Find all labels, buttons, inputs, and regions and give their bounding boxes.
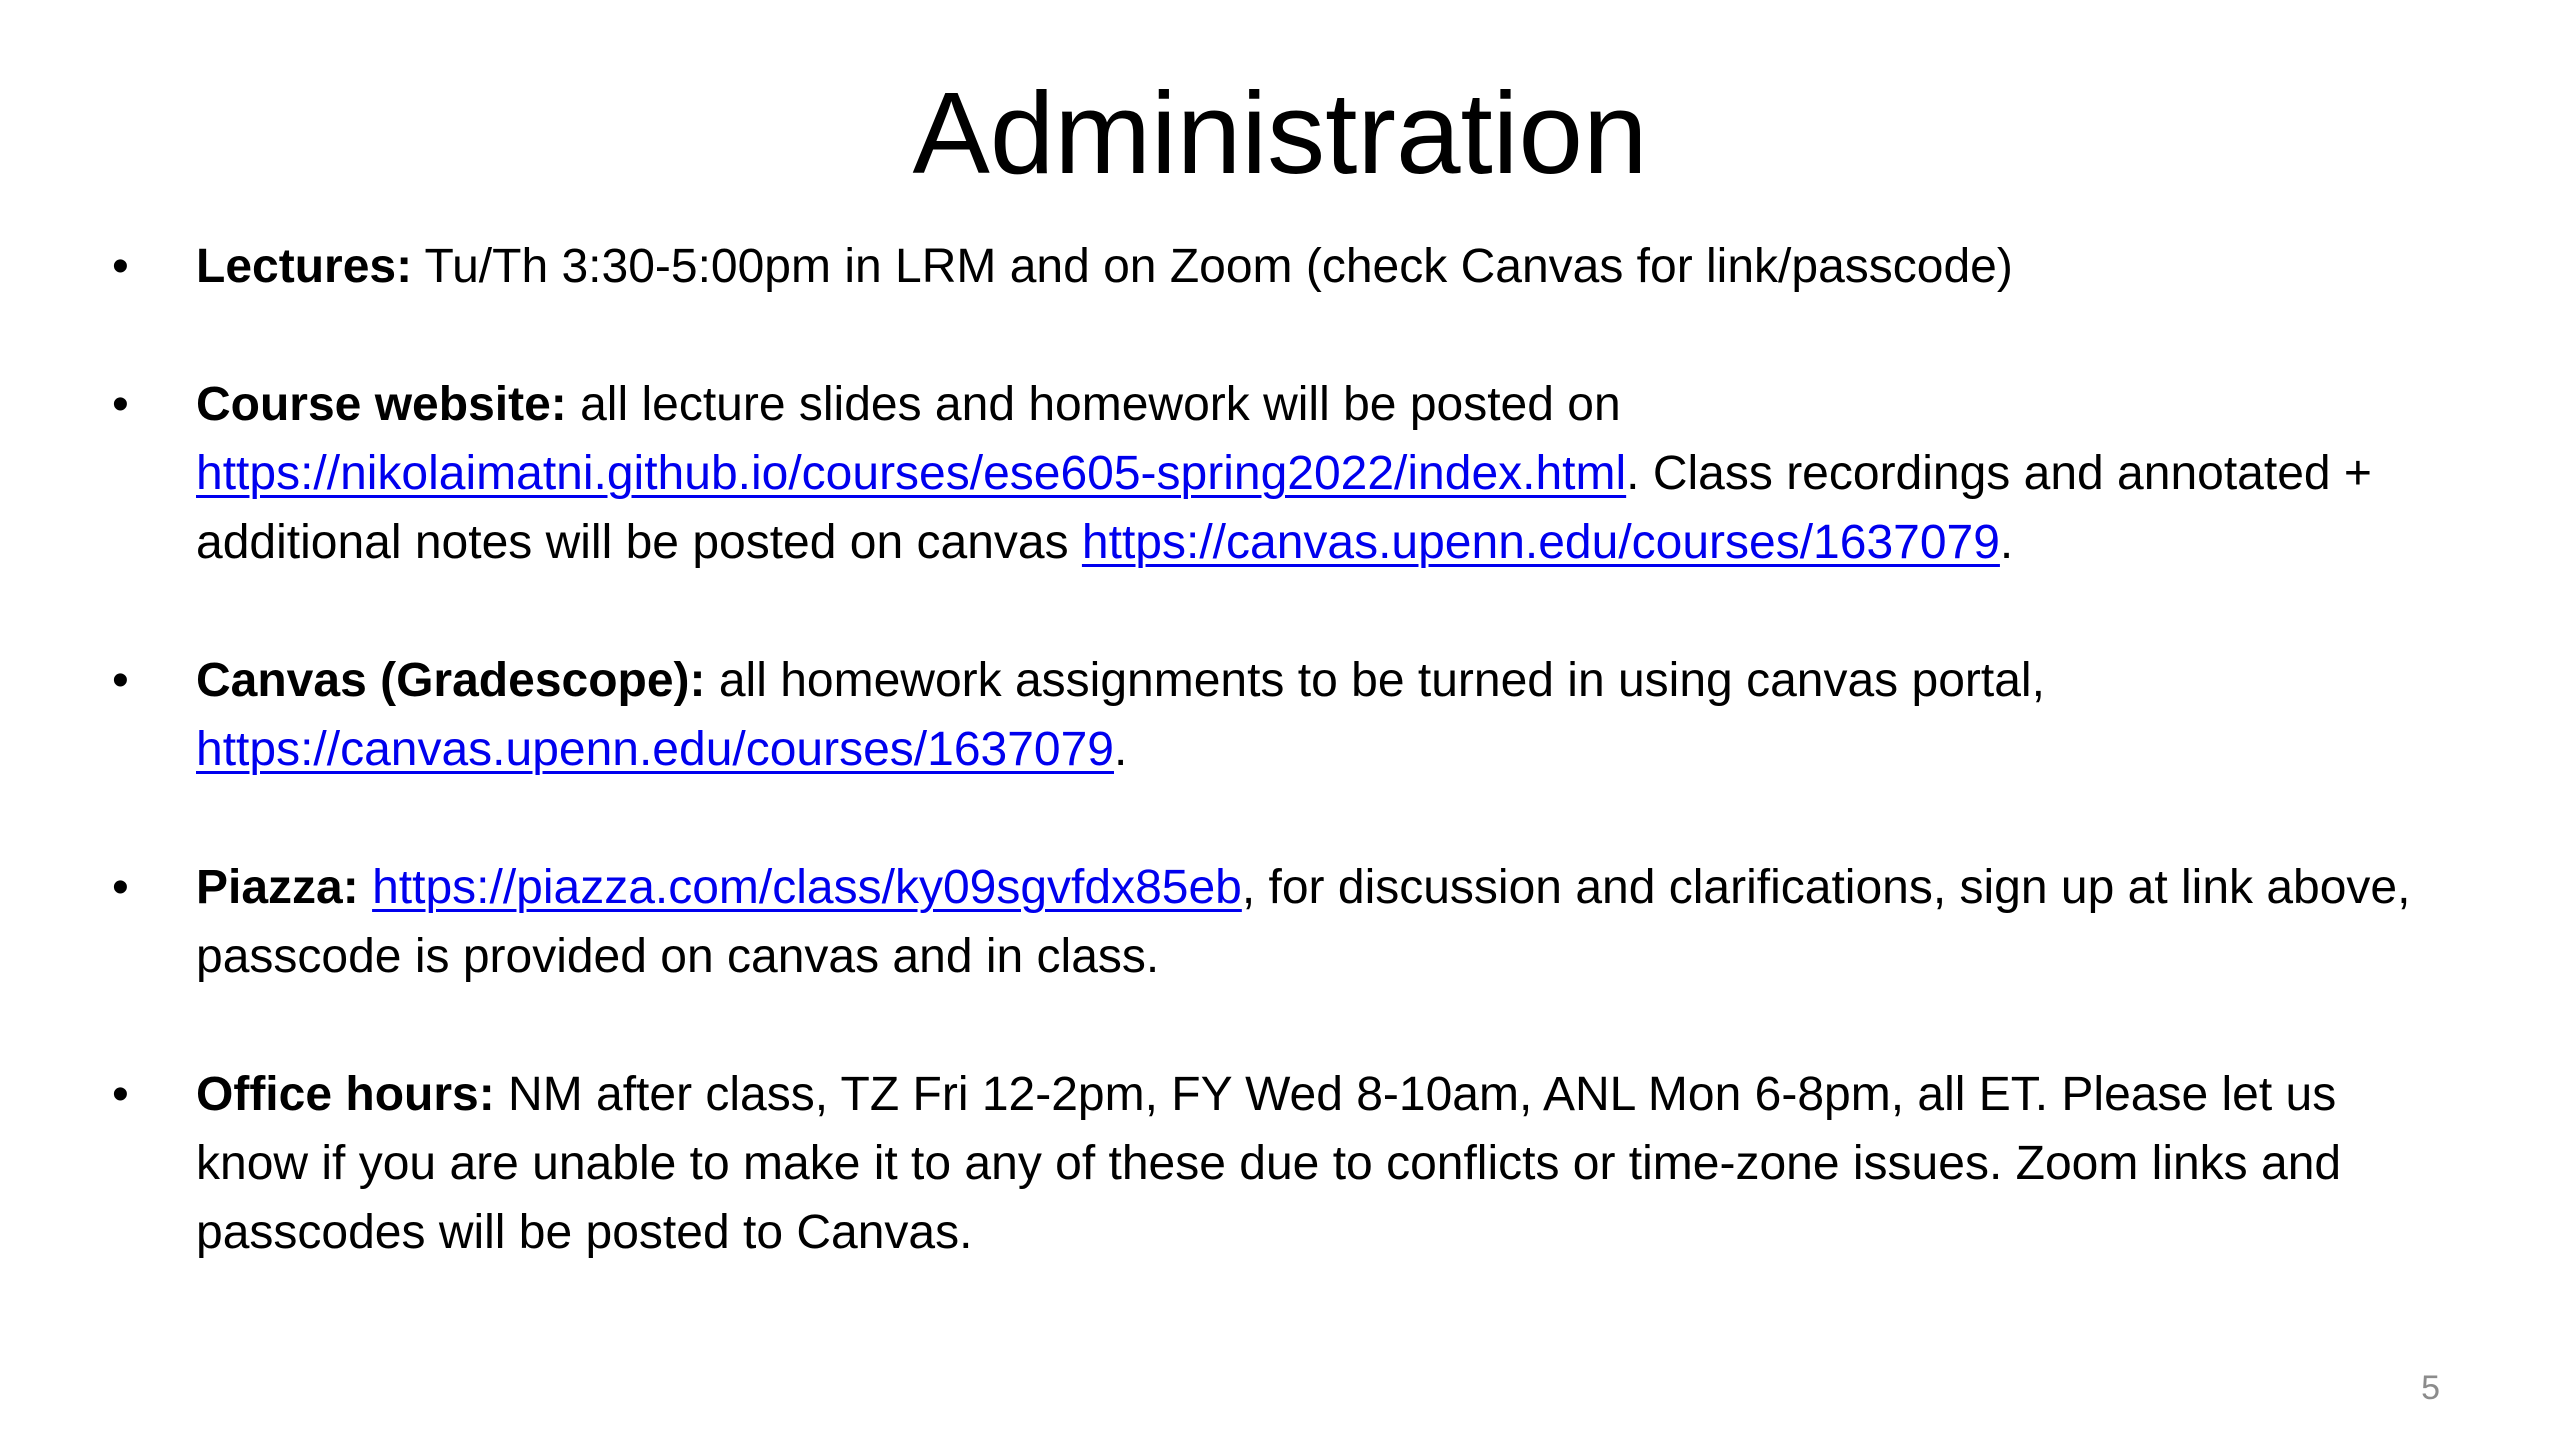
bullet-dot-icon: •: [112, 861, 129, 914]
canvas-text: all homework assignments to be turned in using canvas portal,: [705, 654, 2045, 707]
lectures-text: Tu/Th 3:30-5:00pm in LRM and on Zoom (check Canvas for link/passcode): [412, 240, 2013, 293]
office-hours-text: NM after class, TZ Fri 12-2pm, FY Wed 8-10am, ANL Mon 6-8pm, all ET. Please let us know if you are unable to make it to any of these due to conflicts or time-zone issues. Zoom links and passcodes will be posted to Canvas.: [196, 1068, 2342, 1259]
bullet-canvas: [112, 646, 2452, 784]
course-website-label: Course website:: [196, 378, 567, 431]
bullet-piazza: [112, 853, 2452, 991]
canvas-portal-link[interactable]: https://canvas.upenn.edu/courses/1637079: [196, 723, 1114, 776]
bullet-office-hours: [112, 1060, 2452, 1267]
course-website-text-3: .: [1999, 516, 2014, 569]
canvas-text-2: .: [1114, 723, 1128, 776]
office-hours-label: Office hours:: [196, 1068, 495, 1121]
slide-title: Administration: [912, 68, 1648, 198]
canvas-course-link[interactable]: https://canvas.upenn.edu/courses/1637079: [1081, 516, 2000, 569]
bullet-dot-icon: •: [112, 654, 129, 707]
course-website-text-2: . Class recordings and annotated + additional notes will be posted on canvas: [196, 447, 2372, 569]
piazza-label: Piazza:: [196, 861, 359, 914]
bullet-list: [112, 232, 2452, 1336]
canvas-label: Canvas (Gradescope):: [196, 654, 706, 707]
bullet-dot-icon: •: [112, 240, 129, 293]
page-number: 5: [2421, 1369, 2440, 1407]
bullet-dot-icon: •: [112, 378, 129, 431]
bullet-dot-icon: •: [112, 1068, 129, 1121]
lectures-label: Lectures:: [196, 240, 413, 293]
bullet-lectures: [112, 232, 2452, 301]
piazza-text-2: , for discussion and clarifications, sign up at link above, passcode is provided on canvas and in class.: [196, 861, 2411, 983]
bullet-course-website: [112, 370, 2452, 577]
piazza-link[interactable]: https://piazza.com/class/ky09sgvfdx85eb: [372, 861, 1242, 914]
course-website-text: all lecture slides and homework will be posted on: [566, 378, 1621, 431]
piazza-text: [359, 861, 372, 914]
course-website-link[interactable]: https://nikolaimatni.github.io/courses/ese605-spring2022/index.html: [196, 447, 1627, 500]
